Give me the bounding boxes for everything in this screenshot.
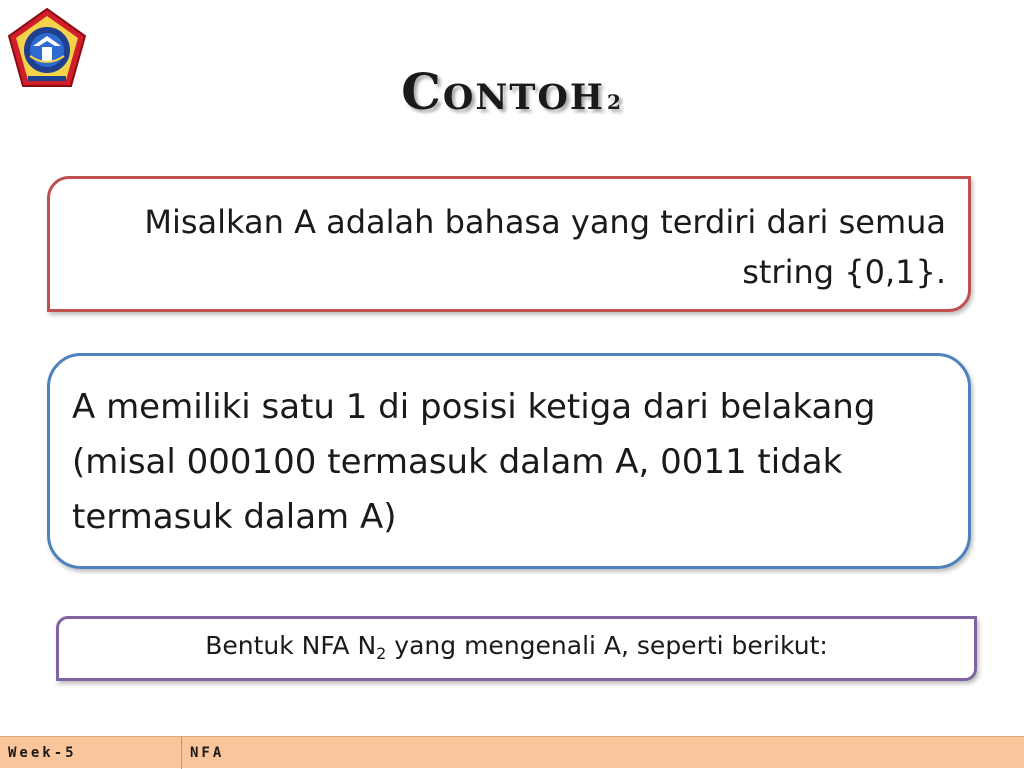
condition-text: A memiliki satu 1 di posisi ketiga dari belakang (misal 000100 termasuk dalam A, 0011 tidak termasuk dalam A) [72,387,876,537]
nfa-text-before: Bentuk NFA N [205,631,377,660]
condition-box [47,353,971,569]
slide-title [0,62,1024,121]
slide-title-text: Contoh [401,62,605,121]
footer-week: Week-5 [8,745,77,761]
nfa-subscript: 2 [376,644,387,663]
nfa-text-after: yang mengenali A, seperti berikut: [386,631,828,660]
nfa-box [56,616,977,681]
footer-topic: NFA [190,745,225,761]
footer-bar [0,736,1024,768]
footer-divider [181,737,182,769]
definition-box [47,176,971,312]
slide-title-suffix: 2 [606,90,623,114]
definition-text: Misalkan A adalah bahasa yang terdiri dari semua string {0,1}. [144,203,946,291]
